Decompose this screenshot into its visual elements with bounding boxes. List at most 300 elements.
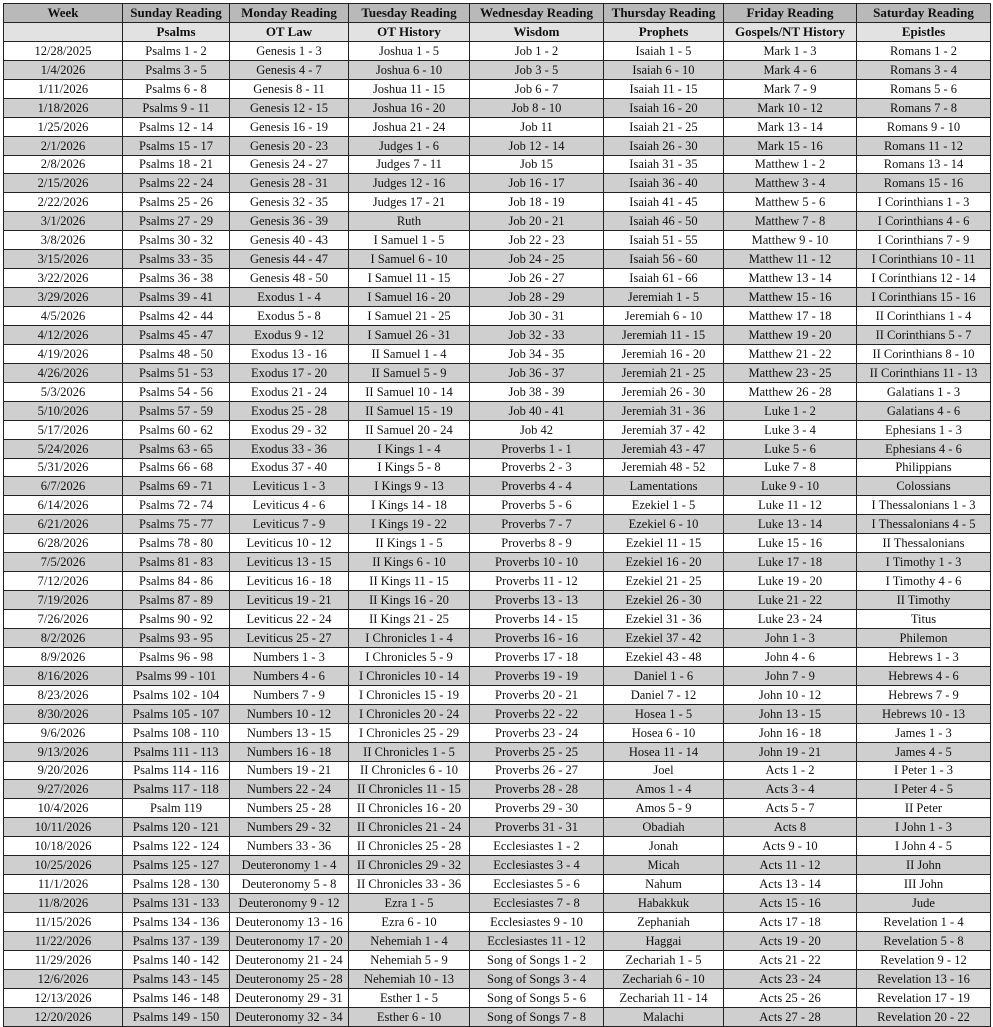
- saturday-epistles-cell: I Corinthians 1 - 3: [857, 193, 991, 212]
- monday-ot-law-cell: Numbers 22 - 24: [230, 780, 349, 799]
- table-row: [4, 931, 991, 950]
- wednesday-wisdom-cell: Job 36 - 37: [470, 363, 604, 382]
- week-date-cell: 12/13/2026: [4, 988, 123, 1007]
- wednesday-wisdom-cell: Job 20 - 21: [470, 212, 604, 231]
- table-row: [4, 41, 991, 60]
- week-date-cell: 5/24/2026: [4, 439, 123, 458]
- monday-ot-law-cell: Numbers 16 - 18: [230, 742, 349, 761]
- monday-ot-law-cell: Genesis 28 - 31: [230, 174, 349, 193]
- monday-ot-law-cell: Exodus 37 - 40: [230, 458, 349, 477]
- table-row: [4, 894, 991, 913]
- monday-ot-law-cell: Genesis 8 - 11: [230, 79, 349, 98]
- saturday-epistles-cell: Romans 1 - 2: [857, 41, 991, 60]
- table-row: [4, 439, 991, 458]
- wednesday-wisdom-cell: Proverbs 16 - 16: [470, 628, 604, 647]
- saturday-epistles-cell: I Timothy 1 - 3: [857, 553, 991, 572]
- friday-gospels-cell: Matthew 9 - 10: [724, 231, 857, 250]
- wednesday-wisdom-cell: Ecclesiastes 9 - 10: [470, 913, 604, 932]
- tuesday-ot-history-cell: I Kings 14 - 18: [349, 496, 470, 515]
- header-saturday: Saturday Reading: [857, 4, 991, 23]
- wednesday-wisdom-cell: Job 30 - 31: [470, 307, 604, 326]
- sunday-psalms-cell: Psalms 12 - 14: [123, 117, 230, 136]
- friday-gospels-cell: John 1 - 3: [724, 628, 857, 647]
- week-date-cell: 3/8/2026: [4, 231, 123, 250]
- table-row: [4, 174, 991, 193]
- sunday-psalms-cell: Psalms 1 - 2: [123, 41, 230, 60]
- monday-ot-law-cell: Numbers 29 - 32: [230, 818, 349, 837]
- week-date-cell: 10/18/2026: [4, 837, 123, 856]
- week-date-cell: 7/12/2026: [4, 572, 123, 591]
- saturday-epistles-cell: Revelation 17 - 19: [857, 988, 991, 1007]
- tuesday-ot-history-cell: Judges 17 - 21: [349, 193, 470, 212]
- wednesday-wisdom-cell: Ecclesiastes 1 - 2: [470, 837, 604, 856]
- monday-ot-law-cell: Exodus 1 - 4: [230, 288, 349, 307]
- week-date-cell: 2/8/2026: [4, 155, 123, 174]
- week-date-cell: 3/1/2026: [4, 212, 123, 231]
- friday-gospels-cell: Matthew 23 - 25: [724, 363, 857, 382]
- tuesday-ot-history-cell: II Chronicles 6 - 10: [349, 761, 470, 780]
- sunday-psalms-cell: Psalms 60 - 62: [123, 420, 230, 439]
- table-row: [4, 988, 991, 1007]
- sunday-psalms-cell: Psalms 69 - 71: [123, 477, 230, 496]
- monday-ot-law-cell: Numbers 13 - 15: [230, 723, 349, 742]
- thursday-prophets-cell: Micah: [604, 856, 724, 875]
- tuesday-ot-history-cell: I Samuel 21 - 25: [349, 307, 470, 326]
- table-row: [4, 496, 991, 515]
- table-row: [4, 136, 991, 155]
- week-date-cell: 2/22/2026: [4, 193, 123, 212]
- saturday-epistles-cell: Revelation 1 - 4: [857, 913, 991, 932]
- saturday-epistles-cell: I Corinthians 15 - 16: [857, 288, 991, 307]
- friday-gospels-cell: Mark 7 - 9: [724, 79, 857, 98]
- table-row: [4, 382, 991, 401]
- tuesday-ot-history-cell: Judges 7 - 11: [349, 155, 470, 174]
- monday-ot-law-cell: Leviticus 7 - 9: [230, 515, 349, 534]
- friday-gospels-cell: Mark 1 - 3: [724, 41, 857, 60]
- friday-gospels-cell: Acts 3 - 4: [724, 780, 857, 799]
- friday-gospels-cell: Mark 15 - 16: [724, 136, 857, 155]
- wednesday-wisdom-cell: Proverbs 20 - 21: [470, 685, 604, 704]
- tuesday-ot-history-cell: I Chronicles 1 - 4: [349, 628, 470, 647]
- table-row: [4, 553, 991, 572]
- tuesday-ot-history-cell: Ezra 6 - 10: [349, 913, 470, 932]
- saturday-epistles-cell: Hebrews 1 - 3: [857, 647, 991, 666]
- friday-gospels-cell: Acts 25 - 26: [724, 988, 857, 1007]
- saturday-epistles-cell: Galatians 1 - 3: [857, 382, 991, 401]
- thursday-prophets-cell: Zechariah 11 - 14: [604, 988, 724, 1007]
- wednesday-wisdom-cell: Proverbs 26 - 27: [470, 761, 604, 780]
- friday-gospels-cell: John 13 - 15: [724, 704, 857, 723]
- week-date-cell: 4/12/2026: [4, 325, 123, 344]
- friday-gospels-cell: Acts 8: [724, 818, 857, 837]
- saturday-epistles-cell: Revelation 20 - 22: [857, 1007, 991, 1026]
- saturday-epistles-cell: Ephesians 4 - 6: [857, 439, 991, 458]
- wednesday-wisdom-cell: Ecclesiastes 3 - 4: [470, 856, 604, 875]
- tuesday-ot-history-cell: II Kings 1 - 5: [349, 534, 470, 553]
- thursday-prophets-cell: Ezekiel 31 - 36: [604, 610, 724, 629]
- friday-gospels-cell: Luke 3 - 4: [724, 420, 857, 439]
- table-row: [4, 780, 991, 799]
- sunday-psalms-cell: Psalms 25 - 26: [123, 193, 230, 212]
- week-date-cell: 11/15/2026: [4, 913, 123, 932]
- tuesday-ot-history-cell: I Kings 1 - 4: [349, 439, 470, 458]
- tuesday-ot-history-cell: I Chronicles 20 - 24: [349, 704, 470, 723]
- friday-gospels-cell: Acts 11 - 12: [724, 856, 857, 875]
- saturday-epistles-cell: II Corinthians 5 - 7: [857, 325, 991, 344]
- sunday-psalms-cell: Psalms 87 - 89: [123, 591, 230, 610]
- table-row: [4, 950, 991, 969]
- saturday-epistles-cell: Hebrews 10 - 13: [857, 704, 991, 723]
- monday-ot-law-cell: Exodus 25 - 28: [230, 401, 349, 420]
- sunday-psalms-cell: Psalms 131 - 133: [123, 894, 230, 913]
- monday-ot-law-cell: Genesis 16 - 19: [230, 117, 349, 136]
- wednesday-wisdom-cell: Job 40 - 41: [470, 401, 604, 420]
- table-row: [4, 212, 991, 231]
- saturday-epistles-cell: I Timothy 4 - 6: [857, 572, 991, 591]
- monday-ot-law-cell: Numbers 1 - 3: [230, 647, 349, 666]
- friday-gospels-cell: Acts 23 - 24: [724, 969, 857, 988]
- thursday-prophets-cell: Daniel 1 - 6: [604, 666, 724, 685]
- friday-gospels-cell: Acts 17 - 18: [724, 913, 857, 932]
- thursday-prophets-cell: Isaiah 11 - 15: [604, 79, 724, 98]
- table-row: [4, 591, 991, 610]
- table-row: [4, 534, 991, 553]
- saturday-epistles-cell: I John 1 - 3: [857, 818, 991, 837]
- wednesday-wisdom-cell: Job 26 - 27: [470, 269, 604, 288]
- week-date-cell: 8/23/2026: [4, 685, 123, 704]
- friday-gospels-cell: John 7 - 9: [724, 666, 857, 685]
- tuesday-ot-history-cell: I Kings 9 - 13: [349, 477, 470, 496]
- tuesday-ot-history-cell: Ruth: [349, 212, 470, 231]
- week-date-cell: 1/25/2026: [4, 117, 123, 136]
- wednesday-wisdom-cell: Ecclesiastes 7 - 8: [470, 894, 604, 913]
- header-tuesday: Tuesday Reading: [349, 4, 470, 23]
- sunday-psalms-cell: Psalms 72 - 74: [123, 496, 230, 515]
- sunday-psalms-cell: Psalms 143 - 145: [123, 969, 230, 988]
- table-row: [4, 477, 991, 496]
- table-row: [4, 269, 991, 288]
- table-row: [4, 628, 991, 647]
- tuesday-ot-history-cell: Nehemiah 1 - 4: [349, 931, 470, 950]
- week-date-cell: 4/5/2026: [4, 307, 123, 326]
- saturday-epistles-cell: Ephesians 1 - 3: [857, 420, 991, 439]
- friday-gospels-cell: John 4 - 6: [724, 647, 857, 666]
- monday-ot-law-cell: Deuteronomy 21 - 24: [230, 950, 349, 969]
- thursday-prophets-cell: Jeremiah 43 - 47: [604, 439, 724, 458]
- monday-ot-law-cell: Deuteronomy 32 - 34: [230, 1007, 349, 1026]
- wednesday-wisdom-cell: Job 32 - 33: [470, 325, 604, 344]
- week-date-cell: 8/30/2026: [4, 704, 123, 723]
- table-row: [4, 723, 991, 742]
- week-date-cell: 6/7/2026: [4, 477, 123, 496]
- thursday-prophets-cell: Isaiah 51 - 55: [604, 231, 724, 250]
- tuesday-ot-history-cell: II Chronicles 11 - 15: [349, 780, 470, 799]
- wednesday-wisdom-cell: Job 28 - 29: [470, 288, 604, 307]
- tuesday-ot-history-cell: II Chronicles 16 - 20: [349, 799, 470, 818]
- thursday-prophets-cell: Zechariah 6 - 10: [604, 969, 724, 988]
- tuesday-ot-history-cell: II Chronicles 29 - 32: [349, 856, 470, 875]
- week-date-cell: 4/19/2026: [4, 344, 123, 363]
- tuesday-ot-history-cell: I Chronicles 5 - 9: [349, 647, 470, 666]
- friday-gospels-cell: Acts 1 - 2: [724, 761, 857, 780]
- monday-ot-law-cell: Deuteronomy 29 - 31: [230, 988, 349, 1007]
- monday-ot-law-cell: Deuteronomy 13 - 16: [230, 913, 349, 932]
- sunday-psalms-cell: Psalms 84 - 86: [123, 572, 230, 591]
- saturday-epistles-cell: III John: [857, 875, 991, 894]
- table-row: [4, 761, 991, 780]
- category-wisdom: Wisdom: [470, 22, 604, 41]
- tuesday-ot-history-cell: II Kings 6 - 10: [349, 553, 470, 572]
- week-date-cell: 10/11/2026: [4, 818, 123, 837]
- table-row: [4, 799, 991, 818]
- friday-gospels-cell: Luke 17 - 18: [724, 553, 857, 572]
- table-row: [4, 647, 991, 666]
- table-row: [4, 363, 991, 382]
- wednesday-wisdom-cell: Song of Songs 1 - 2: [470, 950, 604, 969]
- monday-ot-law-cell: Numbers 25 - 28: [230, 799, 349, 818]
- tuesday-ot-history-cell: II Samuel 10 - 14: [349, 382, 470, 401]
- tuesday-ot-history-cell: II Chronicles 21 - 24: [349, 818, 470, 837]
- friday-gospels-cell: Acts 15 - 16: [724, 894, 857, 913]
- friday-gospels-cell: Matthew 19 - 20: [724, 325, 857, 344]
- saturday-epistles-cell: Jude: [857, 894, 991, 913]
- table-row: [4, 60, 991, 79]
- table-row: [4, 231, 991, 250]
- monday-ot-law-cell: Leviticus 13 - 15: [230, 553, 349, 572]
- week-date-cell: 12/28/2025: [4, 41, 123, 60]
- tuesday-ot-history-cell: II Kings 16 - 20: [349, 591, 470, 610]
- saturday-epistles-cell: Galatians 4 - 6: [857, 401, 991, 420]
- sunday-psalms-cell: Psalms 33 - 35: [123, 250, 230, 269]
- saturday-epistles-cell: Revelation 13 - 16: [857, 969, 991, 988]
- saturday-epistles-cell: Revelation 9 - 12: [857, 950, 991, 969]
- week-date-cell: 12/20/2026: [4, 1007, 123, 1026]
- wednesday-wisdom-cell: Song of Songs 3 - 4: [470, 969, 604, 988]
- thursday-prophets-cell: Haggai: [604, 931, 724, 950]
- thursday-prophets-cell: Amos 5 - 9: [604, 799, 724, 818]
- thursday-prophets-cell: Isaiah 56 - 60: [604, 250, 724, 269]
- sunday-psalms-cell: Psalms 128 - 130: [123, 875, 230, 894]
- saturday-epistles-cell: I Peter 4 - 5: [857, 780, 991, 799]
- wednesday-wisdom-cell: Proverbs 2 - 3: [470, 458, 604, 477]
- sunday-psalms-cell: Psalms 75 - 77: [123, 515, 230, 534]
- monday-ot-law-cell: Genesis 40 - 43: [230, 231, 349, 250]
- wednesday-wisdom-cell: Proverbs 5 - 6: [470, 496, 604, 515]
- thursday-prophets-cell: Lamentations: [604, 477, 724, 496]
- thursday-prophets-cell: Jeremiah 1 - 5: [604, 288, 724, 307]
- friday-gospels-cell: Matthew 5 - 6: [724, 193, 857, 212]
- thursday-prophets-cell: Isaiah 26 - 30: [604, 136, 724, 155]
- sunday-psalms-cell: Psalms 18 - 21: [123, 155, 230, 174]
- tuesday-ot-history-cell: Joshua 21 - 24: [349, 117, 470, 136]
- thursday-prophets-cell: Isaiah 21 - 25: [604, 117, 724, 136]
- sunday-psalms-cell: Psalms 120 - 121: [123, 818, 230, 837]
- saturday-epistles-cell: Romans 13 - 14: [857, 155, 991, 174]
- table-row: [4, 685, 991, 704]
- sunday-psalms-cell: Psalms 78 - 80: [123, 534, 230, 553]
- sunday-psalms-cell: Psalms 108 - 110: [123, 723, 230, 742]
- week-date-cell: 6/21/2026: [4, 515, 123, 534]
- thursday-prophets-cell: Jeremiah 16 - 20: [604, 344, 724, 363]
- table-row: [4, 742, 991, 761]
- week-date-cell: 4/26/2026: [4, 363, 123, 382]
- friday-gospels-cell: John 10 - 12: [724, 685, 857, 704]
- sunday-psalms-cell: Psalms 51 - 53: [123, 363, 230, 382]
- table-row: [4, 325, 991, 344]
- table-row: [4, 79, 991, 98]
- saturday-epistles-cell: I John 4 - 5: [857, 837, 991, 856]
- thursday-prophets-cell: Daniel 7 - 12: [604, 685, 724, 704]
- week-date-cell: 7/19/2026: [4, 591, 123, 610]
- thursday-prophets-cell: Amos 1 - 4: [604, 780, 724, 799]
- sunday-psalms-cell: Psalms 99 - 101: [123, 666, 230, 685]
- sunday-psalms-cell: Psalms 22 - 24: [123, 174, 230, 193]
- sunday-psalms-cell: Psalms 149 - 150: [123, 1007, 230, 1026]
- category-ot-history: OT History: [349, 22, 470, 41]
- friday-gospels-cell: Acts 27 - 28: [724, 1007, 857, 1026]
- friday-gospels-cell: Matthew 17 - 18: [724, 307, 857, 326]
- tuesday-ot-history-cell: II Samuel 20 - 24: [349, 420, 470, 439]
- week-date-cell: 11/1/2026: [4, 875, 123, 894]
- friday-gospels-cell: Luke 9 - 10: [724, 477, 857, 496]
- tuesday-ot-history-cell: Joshua 16 - 20: [349, 98, 470, 117]
- thursday-prophets-cell: Ezekiel 37 - 42: [604, 628, 724, 647]
- saturday-epistles-cell: I Thessalonians 4 - 5: [857, 515, 991, 534]
- monday-ot-law-cell: Genesis 32 - 35: [230, 193, 349, 212]
- thursday-prophets-cell: Ezekiel 11 - 15: [604, 534, 724, 553]
- week-date-cell: 10/25/2026: [4, 856, 123, 875]
- tuesday-ot-history-cell: Esther 6 - 10: [349, 1007, 470, 1026]
- week-date-cell: 6/14/2026: [4, 496, 123, 515]
- sunday-psalms-cell: Psalms 146 - 148: [123, 988, 230, 1007]
- tuesday-ot-history-cell: Esther 1 - 5: [349, 988, 470, 1007]
- table-row: [4, 288, 991, 307]
- wednesday-wisdom-cell: Job 24 - 25: [470, 250, 604, 269]
- week-date-cell: 3/15/2026: [4, 250, 123, 269]
- thursday-prophets-cell: Jeremiah 21 - 25: [604, 363, 724, 382]
- friday-gospels-cell: John 16 - 18: [724, 723, 857, 742]
- wednesday-wisdom-cell: Proverbs 8 - 9: [470, 534, 604, 553]
- table-row: [4, 572, 991, 591]
- sunday-psalms-cell: Psalms 93 - 95: [123, 628, 230, 647]
- week-date-cell: 1/11/2026: [4, 79, 123, 98]
- sunday-psalms-cell: Psalms 125 - 127: [123, 856, 230, 875]
- monday-ot-law-cell: Numbers 10 - 12: [230, 704, 349, 723]
- sunday-psalms-cell: Psalms 102 - 104: [123, 685, 230, 704]
- category-prophets: Prophets: [604, 22, 724, 41]
- header-thursday: Thursday Reading: [604, 4, 724, 23]
- tuesday-ot-history-cell: II Chronicles 1 - 5: [349, 742, 470, 761]
- wednesday-wisdom-cell: Proverbs 17 - 18: [470, 647, 604, 666]
- monday-ot-law-cell: Exodus 5 - 8: [230, 307, 349, 326]
- friday-gospels-cell: Luke 21 - 22: [724, 591, 857, 610]
- week-date-cell: 5/10/2026: [4, 401, 123, 420]
- wednesday-wisdom-cell: Proverbs 31 - 31: [470, 818, 604, 837]
- wednesday-wisdom-cell: Job 42: [470, 420, 604, 439]
- monday-ot-law-cell: Leviticus 25 - 27: [230, 628, 349, 647]
- table-row: [4, 913, 991, 932]
- week-date-cell: 8/2/2026: [4, 628, 123, 647]
- saturday-epistles-cell: Titus: [857, 610, 991, 629]
- wednesday-wisdom-cell: Proverbs 1 - 1: [470, 439, 604, 458]
- saturday-epistles-cell: James 1 - 3: [857, 723, 991, 742]
- table-row: [4, 250, 991, 269]
- week-date-cell: 1/18/2026: [4, 98, 123, 117]
- week-date-cell: 3/22/2026: [4, 269, 123, 288]
- week-date-cell: 9/6/2026: [4, 723, 123, 742]
- sunday-psalms-cell: Psalms 48 - 50: [123, 344, 230, 363]
- sunday-psalms-cell: Psalms 57 - 59: [123, 401, 230, 420]
- week-date-cell: 5/17/2026: [4, 420, 123, 439]
- table-row: [4, 704, 991, 723]
- tuesday-ot-history-cell: Nehemiah 5 - 9: [349, 950, 470, 969]
- table-row: [4, 98, 991, 117]
- sunday-psalms-cell: Psalms 90 - 92: [123, 610, 230, 629]
- week-date-cell: 1/4/2026: [4, 60, 123, 79]
- wednesday-wisdom-cell: Job 1 - 2: [470, 41, 604, 60]
- wednesday-wisdom-cell: Proverbs 22 - 22: [470, 704, 604, 723]
- header-sunday: Sunday Reading: [123, 4, 230, 23]
- saturday-epistles-cell: I Corinthians 4 - 6: [857, 212, 991, 231]
- table-row: [4, 969, 991, 988]
- header-row-categories: [4, 22, 991, 41]
- friday-gospels-cell: Luke 23 - 24: [724, 610, 857, 629]
- monday-ot-law-cell: Exodus 9 - 12: [230, 325, 349, 344]
- wednesday-wisdom-cell: Job 18 - 19: [470, 193, 604, 212]
- monday-ot-law-cell: Leviticus 19 - 21: [230, 591, 349, 610]
- wednesday-wisdom-cell: Job 6 - 7: [470, 79, 604, 98]
- friday-gospels-cell: Mark 10 - 12: [724, 98, 857, 117]
- tuesday-ot-history-cell: Joshua 6 - 10: [349, 60, 470, 79]
- monday-ot-law-cell: Genesis 36 - 39: [230, 212, 349, 231]
- week-date-cell: 11/29/2026: [4, 950, 123, 969]
- thursday-prophets-cell: Isaiah 16 - 20: [604, 98, 724, 117]
- thursday-prophets-cell: Ezekiel 26 - 30: [604, 591, 724, 610]
- friday-gospels-cell: Luke 7 - 8: [724, 458, 857, 477]
- thursday-prophets-cell: Jeremiah 6 - 10: [604, 307, 724, 326]
- sunday-psalms-cell: Psalms 27 - 29: [123, 212, 230, 231]
- wednesday-wisdom-cell: Proverbs 29 - 30: [470, 799, 604, 818]
- sunday-psalms-cell: Psalm 119: [123, 799, 230, 818]
- week-date-cell: 9/13/2026: [4, 742, 123, 761]
- monday-ot-law-cell: Leviticus 1 - 3: [230, 477, 349, 496]
- friday-gospels-cell: Luke 15 - 16: [724, 534, 857, 553]
- monday-ot-law-cell: Numbers 19 - 21: [230, 761, 349, 780]
- wednesday-wisdom-cell: Proverbs 11 - 12: [470, 572, 604, 591]
- thursday-prophets-cell: Ezekiel 16 - 20: [604, 553, 724, 572]
- sunday-psalms-cell: Psalms 140 - 142: [123, 950, 230, 969]
- wednesday-wisdom-cell: Job 22 - 23: [470, 231, 604, 250]
- thursday-prophets-cell: Zephaniah: [604, 913, 724, 932]
- tuesday-ot-history-cell: I Kings 5 - 8: [349, 458, 470, 477]
- monday-ot-law-cell: Numbers 7 - 9: [230, 685, 349, 704]
- header-monday: Monday Reading: [230, 4, 349, 23]
- thursday-prophets-cell: Ezekiel 6 - 10: [604, 515, 724, 534]
- tuesday-ot-history-cell: I Chronicles 25 - 29: [349, 723, 470, 742]
- saturday-epistles-cell: Philemon: [857, 628, 991, 647]
- friday-gospels-cell: Matthew 7 - 8: [724, 212, 857, 231]
- monday-ot-law-cell: Numbers 4 - 6: [230, 666, 349, 685]
- tuesday-ot-history-cell: II Samuel 15 - 19: [349, 401, 470, 420]
- tuesday-ot-history-cell: Nehemiah 10 - 13: [349, 969, 470, 988]
- header-friday: Friday Reading: [724, 4, 857, 23]
- monday-ot-law-cell: Exodus 29 - 32: [230, 420, 349, 439]
- monday-ot-law-cell: Deuteronomy 5 - 8: [230, 875, 349, 894]
- saturday-epistles-cell: I Peter 1 - 3: [857, 761, 991, 780]
- saturday-epistles-cell: Hebrews 7 - 9: [857, 685, 991, 704]
- week-date-cell: 2/15/2026: [4, 174, 123, 193]
- friday-gospels-cell: Mark 13 - 14: [724, 117, 857, 136]
